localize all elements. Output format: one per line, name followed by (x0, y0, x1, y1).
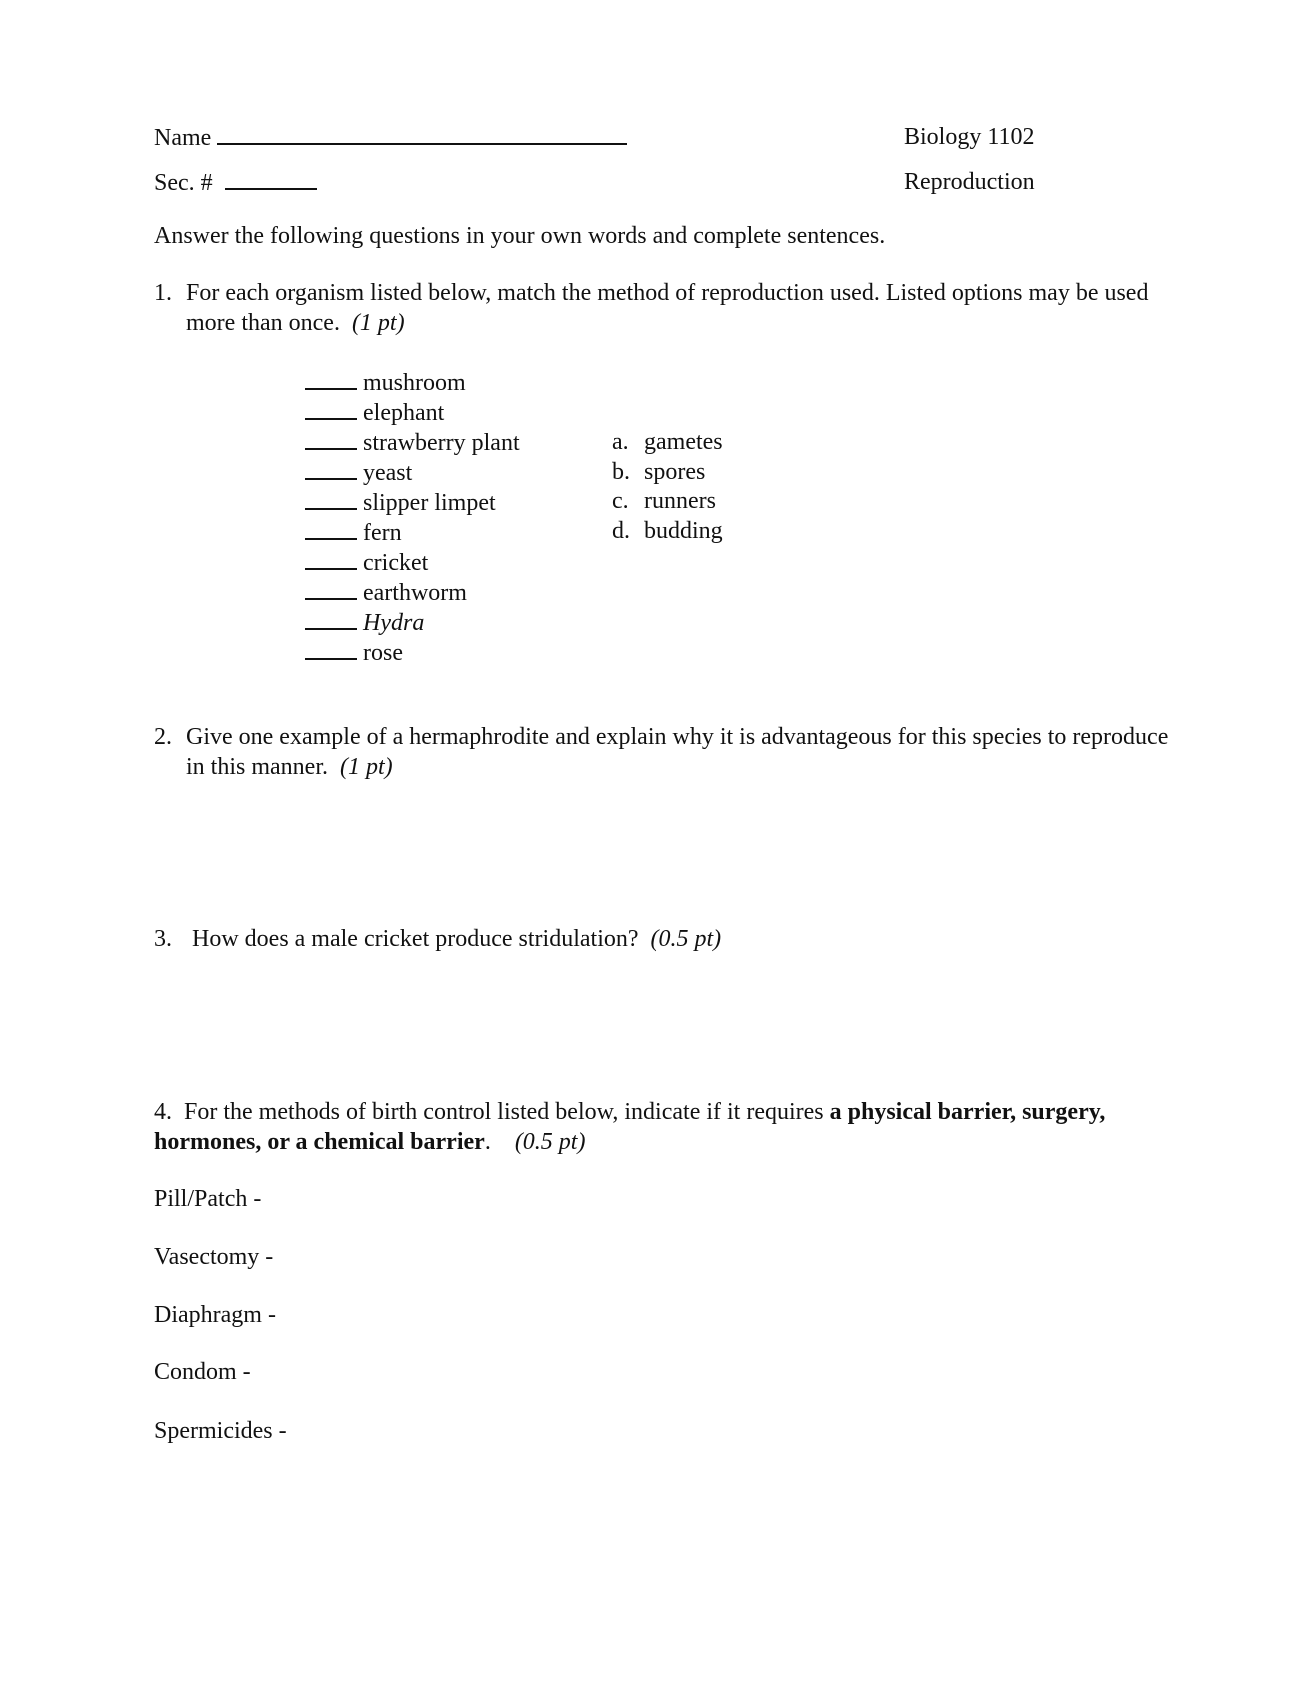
question-3-number: 3. (154, 926, 172, 952)
list-item (305, 398, 520, 428)
section-blank[interactable] (225, 168, 317, 190)
question-2 (154, 722, 1176, 782)
birth-control-item-diaphragm: Diaphragm - (154, 1302, 276, 1328)
question-1-text (186, 278, 1176, 338)
topic-title: Reproduction (904, 169, 1035, 195)
name-blank[interactable] (217, 123, 627, 145)
birth-control-item-condom: Condom - (154, 1359, 251, 1385)
option-label: gametes (644, 429, 723, 455)
birth-control-item-pill-patch: Pill/Patch - (154, 1186, 262, 1212)
section-label: Sec. # (154, 170, 213, 196)
organism-label: rose (363, 640, 403, 666)
name-label: Name (154, 125, 212, 151)
organism-label: strawberry plant (363, 430, 520, 456)
option-letter: a. (612, 429, 629, 455)
name-field-row (154, 123, 627, 153)
question-4-period: . (484, 1129, 491, 1155)
answer-blank[interactable] (305, 578, 357, 600)
organism-label: elephant (363, 400, 445, 426)
option-letter: d. (612, 517, 630, 544)
option-item (612, 517, 723, 547)
option-item (612, 458, 723, 488)
organism-label: slipper limpet (363, 490, 496, 516)
question-2-number: 2. (154, 724, 172, 750)
question-3-points: (0.5 pt) (650, 926, 722, 952)
question-3-text (192, 924, 1182, 954)
question-2-prompt: Give one example of a hermaphrodite and explain why it is advantageous for this species to reproduce in this manner. (186, 724, 1169, 780)
question-1-prompt: For each organism listed below, match the method of reproduction used. Listed options may be used more than once. (186, 280, 1149, 336)
answer-blank[interactable] (305, 398, 357, 420)
question-3-prompt: How does a male cricket produce stridulation? (192, 926, 639, 952)
birth-control-item-spermicides: Spermicides - (154, 1418, 287, 1444)
list-item (305, 638, 520, 668)
organism-label: Hydra (363, 610, 425, 636)
question-2-text (186, 722, 1176, 782)
option-letter: b. (612, 458, 630, 485)
answer-blank[interactable] (305, 608, 357, 630)
reproduction-options (612, 428, 723, 546)
question-4-number: 4. (154, 1099, 172, 1125)
option-item (612, 428, 723, 458)
course-title: Biology 1102 (904, 124, 1035, 150)
list-item (305, 488, 520, 518)
organism-label: fern (363, 520, 402, 546)
option-label: runners (644, 488, 716, 514)
question-1 (154, 278, 1176, 338)
section-field-row (154, 168, 317, 198)
option-label: budding (644, 517, 723, 544)
option-label: spores (644, 458, 706, 485)
question-4-points: (0.5 pt) (514, 1129, 586, 1155)
question-4 (154, 1097, 1164, 1157)
question-1-number: 1. (154, 280, 172, 306)
question-4-prompt: For the methods of birth control listed below, indicate if it requires (184, 1099, 824, 1125)
question-2-points: (1 pt) (339, 754, 393, 780)
list-item (305, 578, 520, 608)
answer-blank[interactable] (305, 518, 357, 540)
answer-blank[interactable] (305, 458, 357, 480)
list-item (305, 548, 520, 578)
instructions: Answer the following questions in your own words and complete sentences. (154, 223, 886, 249)
answer-blank[interactable] (305, 488, 357, 510)
list-item (305, 458, 520, 488)
question-3 (154, 924, 1182, 954)
organism-label: earthworm (363, 580, 467, 606)
list-item (305, 518, 520, 548)
answer-blank[interactable] (305, 428, 357, 450)
organism-label: mushroom (363, 370, 466, 396)
organism-label: yeast (363, 460, 413, 486)
organism-list (305, 368, 520, 668)
list-item (305, 368, 520, 398)
answer-blank[interactable] (305, 368, 357, 390)
answer-blank[interactable] (305, 548, 357, 570)
question-1-points: (1 pt) (351, 310, 405, 336)
answer-blank[interactable] (305, 638, 357, 660)
organism-label: cricket (363, 550, 429, 576)
birth-control-item-vasectomy: Vasectomy - (154, 1244, 274, 1270)
question-4-bold-options: a physical barrier, surgery, hormones, or a chemical barrier (154, 1099, 1106, 1155)
list-item (305, 608, 520, 638)
list-item (305, 428, 520, 458)
option-item (612, 487, 723, 517)
option-letter: c. (612, 488, 629, 514)
